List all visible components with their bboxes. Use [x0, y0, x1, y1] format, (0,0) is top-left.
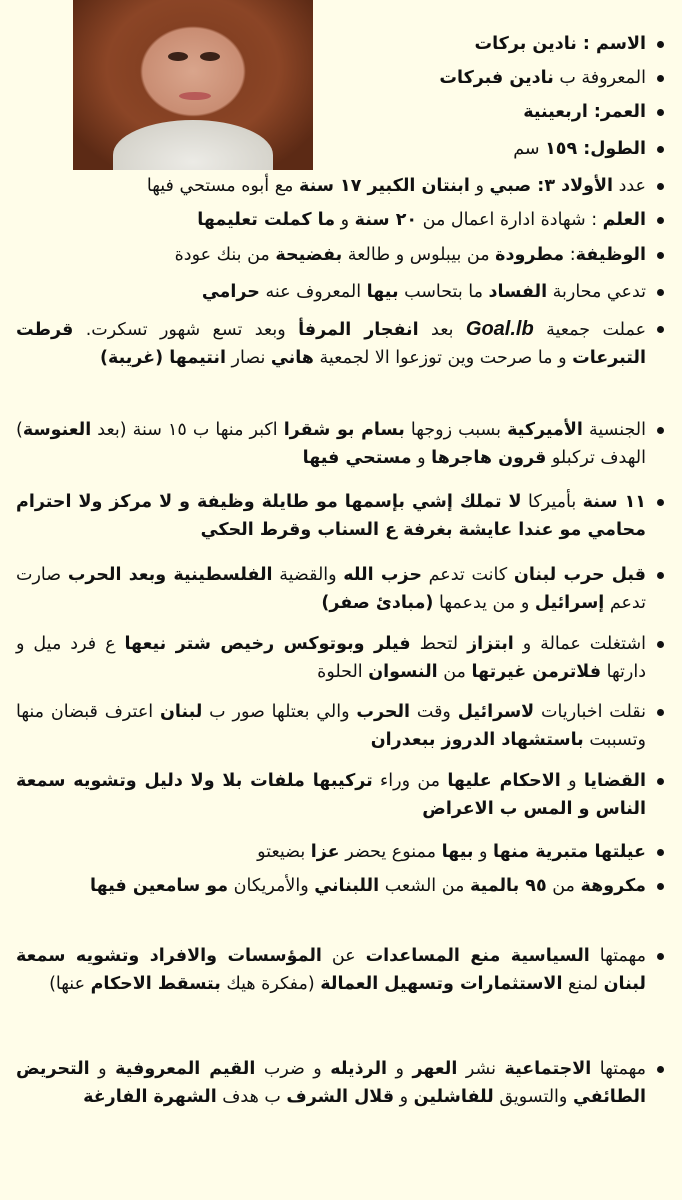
text-run: فلاترمن غيرتها [471, 662, 602, 682]
text-run: و [89, 1059, 116, 1079]
text-run: التحريض الطائفي [16, 1059, 646, 1107]
text-run: المعروف عنه [259, 282, 367, 302]
text-run: و [394, 1087, 414, 1107]
text-run: بيها [441, 842, 474, 862]
text-run: والتسويق [493, 1087, 573, 1107]
list-item-nationality [16, 416, 664, 472]
text-run: قرطت التبرعات [16, 320, 646, 368]
text-run: للفاشلين [413, 1087, 494, 1107]
list-item-corruption [16, 278, 664, 306]
text-run: نقلت اخباريات [534, 702, 647, 722]
text-run: الجنسية [582, 420, 646, 440]
text-run: و [469, 176, 490, 196]
photo-eye [200, 52, 220, 61]
text-run: اعترف قبضان منها وتسببت [16, 702, 646, 750]
text-run: النسوان [368, 662, 438, 682]
text-run: من بنك عودة [174, 245, 276, 265]
text-run: باستشهاد الدروز ببعدران [370, 730, 584, 750]
list-item-years [16, 488, 664, 544]
text-run: من الشعب [379, 876, 470, 896]
text-run: الحرب [356, 702, 411, 722]
text-run: بفضيحة [275, 245, 343, 265]
text-run: صارت تدعم [16, 565, 646, 613]
text-run: والقضية [272, 565, 344, 585]
list-item-intel [16, 698, 664, 754]
list-item-workers [16, 630, 664, 686]
text-run: الاستثمارات وتسهيل العمالة [320, 974, 563, 994]
list-item-name [475, 30, 664, 58]
text-run: السياسية منع المساعدات [365, 946, 590, 966]
text-run: مكروهة [580, 876, 646, 896]
text-run: و [387, 1059, 413, 1079]
text-run: حزب الله [343, 565, 422, 585]
text-run: ع فرد ميل و دارتها [16, 634, 646, 682]
text-run: عنها) [49, 974, 91, 994]
list-item-cases [16, 767, 664, 823]
text-run: ابنتان الكبير ١٧ سنة [298, 176, 470, 196]
text-run: الفساد [488, 282, 548, 302]
text-run: عيلتها متبرية منها [493, 842, 646, 862]
text-run: وبعد تسع شهور تسكرت. [73, 320, 299, 340]
list-item-age [523, 98, 664, 126]
text-run: الفلسطينية وبعد الحرب [67, 565, 273, 585]
text-run: ٢٠ سنة [354, 210, 418, 230]
text-run: الأميركية [507, 420, 583, 440]
text-run: ٩٥ بالمية [469, 876, 547, 896]
text-run: قبل حرب لبنان [513, 565, 647, 585]
text-run: تركيبها ملفات بلا ولا دليل وتشويه سمعة الناس و المس ب الاعراض [16, 771, 646, 819]
text-run: و [473, 842, 493, 862]
text-run: ) الهدف تركبلو [16, 420, 646, 468]
text-run: عملت جمعية [533, 320, 647, 340]
text-run: (مبادئ صفر) [321, 593, 434, 613]
text-run: اللبناني [314, 876, 380, 896]
text-run: والي بعتلها صور ب [202, 702, 357, 722]
list-item-political [16, 942, 664, 998]
text-run: (مفكرة هيك [220, 974, 321, 994]
text-run: ما بتحاسب [398, 282, 489, 302]
text-run: الحلوة [317, 662, 369, 682]
text-run: مو سامعين فيها [90, 876, 229, 896]
profile-photo [73, 0, 313, 170]
text-run: الشهرة الفارغة [83, 1087, 217, 1107]
text-run: و من يدعمها [433, 593, 535, 613]
text-run: الأولاد ٣: صبي [489, 176, 614, 196]
text-run: بأميركا [521, 492, 583, 512]
text-run: قرون هاجرها [431, 448, 547, 468]
text-run: و [560, 771, 584, 791]
text-run: مع أبوه مستحي فيها [146, 176, 299, 196]
text-run: لا تملك إشي بإسمها مو طايلة وظيفة و لا مركز ولا احترام محامي مو عندا عايشة بغرفة ع السناب وقرط الحكي [16, 492, 646, 540]
list-item-family [16, 838, 664, 866]
text-run: العنوسة [22, 420, 92, 440]
photo-eye [168, 52, 188, 61]
text-run: ب هدف [216, 1087, 287, 1107]
text-run: مهمتها [591, 1059, 647, 1079]
text-run: الرذيله [330, 1059, 388, 1079]
text-run: تدعي محاربة [547, 282, 646, 302]
text-run: الاسم : نادين بركات [474, 34, 646, 54]
text-run: اشتغلت عمالة و [513, 634, 646, 654]
text-run: من بيبلوس و طالعة [342, 245, 496, 265]
text-run: إسرائيل [534, 593, 605, 613]
goal-logo: Goal.lb [465, 318, 534, 340]
text-run: لمنع [562, 974, 604, 994]
list-item-hated [16, 872, 664, 900]
text-run: سم [513, 139, 546, 159]
text-run: وقت [410, 702, 458, 722]
text-run: : [564, 245, 576, 265]
text-run: : شهادة ادارة اعمال من [417, 210, 603, 230]
text-run: القيم المعروفية [115, 1059, 256, 1079]
text-run: بضيعتو [257, 842, 311, 862]
text-run: و ما صرحت وين توزعوا الا لجمعية [313, 348, 573, 368]
text-run: لبنان [159, 702, 203, 722]
text-run: مطرودة [495, 245, 565, 265]
list-item-goal [16, 315, 664, 372]
text-run: ممنوع يحضر [339, 842, 442, 862]
text-run: الوظيفة [575, 245, 646, 265]
text-run: نادين فبركات [439, 68, 554, 88]
text-run: بعد [418, 320, 466, 340]
text-run: ابتزاز [467, 634, 514, 654]
text-run: قلال الشرف [286, 1087, 395, 1107]
list-item-war [16, 561, 664, 617]
text-run: بسبب زوجها [404, 420, 508, 440]
text-run: انتيمها (غريبة) [99, 348, 226, 368]
text-run: ما كملت تعليمها [197, 210, 336, 230]
text-run: بيها [366, 282, 399, 302]
text-run: العلم [602, 210, 646, 230]
text-run: الاحكام عليها [447, 771, 561, 791]
text-run: الاجتماعية [504, 1059, 592, 1079]
text-run: ١١ سنة [582, 492, 646, 512]
text-run: عن [321, 946, 366, 966]
text-run: من [437, 662, 472, 682]
text-run: من وراء [372, 771, 448, 791]
text-run: عزا [310, 842, 340, 862]
text-run: و ضرب [255, 1059, 331, 1079]
text-run: و [411, 448, 432, 468]
text-run: القضايا [583, 771, 646, 791]
text-run: العهر [412, 1059, 458, 1079]
list-item-job [16, 241, 664, 269]
text-run: اكبر منها ب ١٥ سنة (بعد [91, 420, 284, 440]
text-run: مستحي فيها [302, 448, 412, 468]
text-run: فيلر وبوتوكس رخيص شتر نيعها [124, 634, 411, 654]
text-run: والأمريكان [228, 876, 315, 896]
text-run: عدد [613, 176, 646, 196]
text-run: و [335, 210, 355, 230]
list-item-education [16, 206, 664, 234]
list-item-known [439, 64, 664, 92]
text-run: نصار [225, 348, 271, 368]
text-run: انفجار المرفأ [298, 320, 419, 340]
text-run: لاسرائيل [457, 702, 535, 722]
text-run: الطول: ١٥٩ [545, 139, 646, 159]
text-run: العمر: اربعينية [523, 102, 646, 122]
text-run: المعروفة ب [553, 68, 646, 88]
photo-scarf [113, 120, 273, 170]
text-run: حرامي [201, 282, 260, 302]
text-run: بتسقط الاحكام [90, 974, 221, 994]
text-run: لتحط [410, 634, 468, 654]
text-run: بسام بو شقرا [283, 420, 405, 440]
text-run: المؤسسات والافراد وتشويه سمعة لبنان [16, 946, 646, 994]
text-run: كانت تدعم [421, 565, 514, 585]
list-item-children [16, 172, 664, 200]
text-run: مهمتها [589, 946, 646, 966]
photo-mouth [179, 92, 211, 100]
text-run: نشر [457, 1059, 505, 1079]
list-item-social [16, 1055, 664, 1111]
text-run: من [546, 876, 581, 896]
list-item-height [513, 135, 664, 163]
text-run: هاني [270, 348, 314, 368]
